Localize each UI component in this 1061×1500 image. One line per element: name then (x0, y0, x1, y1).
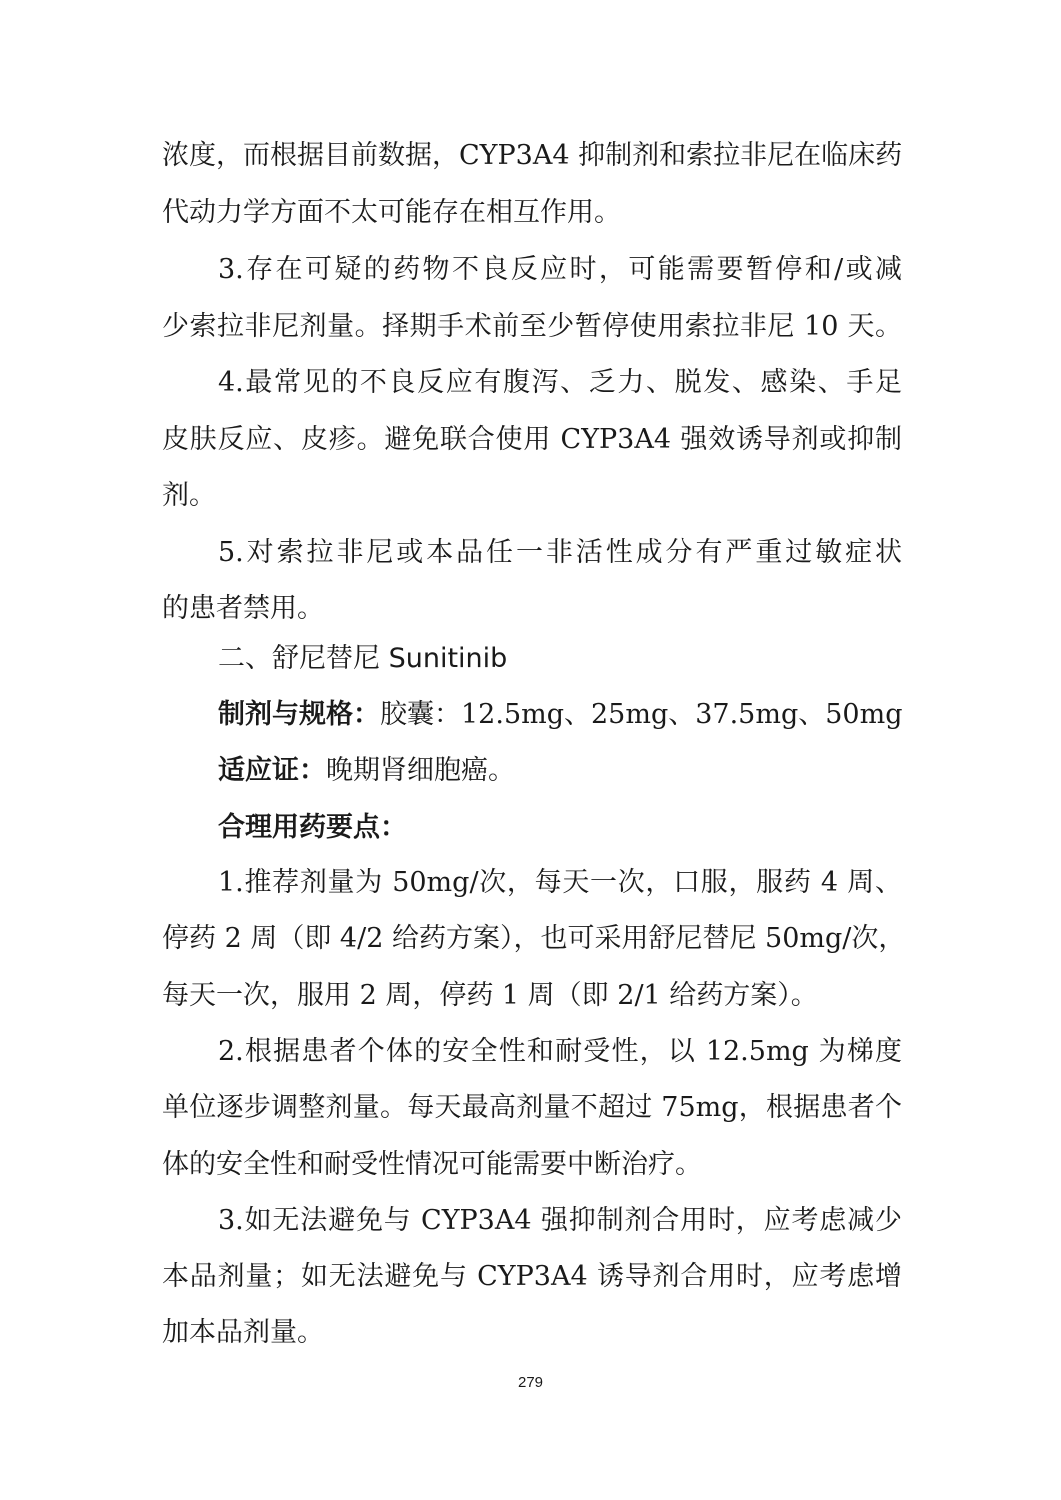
text-line: 浓度，而根据目前数据，CYP3A4 抑制剂和索拉非尼在临床药 (162, 140, 903, 171)
section-title: 二、舒尼替尼 Sunitinib (218, 643, 508, 674)
text-line: 2.根据患者个体的安全性和耐受性，以 12.5mg 为梯度 (218, 1036, 902, 1067)
text-line: 代动力学方面不太可能存在相互作用。 (162, 197, 621, 228)
spec-value: 胶囊：12.5mg、25mg、37.5mg、50mg (380, 699, 903, 730)
text-line: 本品剂量；如无法避免与 CYP3A4 诱导剂合用时，应考虑增 (162, 1261, 902, 1292)
text-line: 皮肤反应、皮疹。避免联合使用 CYP3A4 强效诱导剂或抑制 (162, 424, 902, 455)
text-line: 加本品剂量。 (162, 1317, 324, 1348)
spec-label: 制剂与规格： (218, 699, 380, 730)
indication-field (218, 753, 902, 789)
text-line: 3.存在可疑的药物不良反应时，可能需要暂停和/或减 (218, 254, 902, 285)
text-line: 剂。 (162, 480, 216, 511)
text-line: 的患者禁用。 (162, 593, 324, 624)
text-line: 体的安全性和耐受性情况可能需要中断治疗。 (162, 1149, 702, 1180)
text-line: 每天一次，服用 2 周，停药 1 周（即 2/1 给药方案）。 (162, 980, 818, 1011)
text-line: 停药 2 周（即 4/2 给药方案），也可采用舒尼替尼 50mg/次， (162, 923, 906, 954)
text-line: 4.最常见的不良反应有腹泻、乏力、脱发、感染、手足 (218, 367, 902, 398)
indication-value: 晚期肾细胞癌。 (326, 755, 515, 786)
spec-field (218, 697, 902, 733)
text-line: 单位逐步调整剂量。每天最高剂量不超过 75mg，根据患者个 (162, 1092, 902, 1123)
text-line: 3.如无法避免与 CYP3A4 强抑制剂合用时，应考虑减少 (218, 1205, 902, 1236)
page-number: 279 (517, 1374, 544, 1391)
text-line: 少索拉非尼剂量。择期手术前至少暂停使用索拉非尼 10 天。 (162, 311, 902, 342)
key-points-title: 合理用药要点： (218, 812, 407, 843)
text-line: 1.推荐剂量为 50mg/次，每天一次，口服，服药 4 周、 (218, 867, 902, 898)
indication-label: 适应证： (218, 755, 326, 786)
text-line: 5.对索拉非尼或本品任一非活性成分有严重过敏症状 (218, 537, 902, 568)
